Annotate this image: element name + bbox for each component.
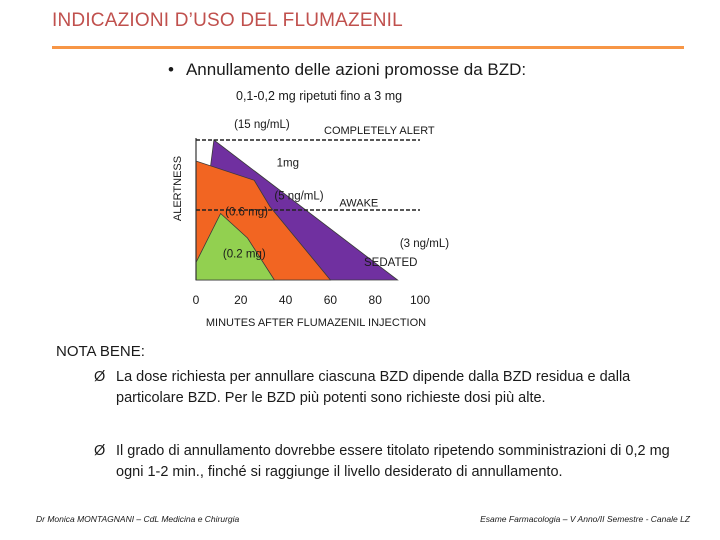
footer-author: Dr Monica MONTAGNANI – CdL Medicina e Chirurgia (36, 514, 240, 524)
annotation-label-1: (5 ng/mL) (274, 190, 324, 203)
annotation-label-7: SEDATED (364, 257, 418, 269)
slide-title: INDICAZIONI D’USO DEL FLUMAZENIL (52, 10, 403, 31)
main-bullet-text: Annullamento delle azioni promosse da BZD: (185, 60, 527, 79)
note-item-1 (94, 367, 674, 409)
x-axis-title: MINUTES AFTER FLUMAZENIL INJECTION (205, 317, 427, 329)
note-text-1: La dose richiesta per annullare ciascuna BZD dipende dalla BZD residua e dalla particolare BZD. Per le BZD più potenti sono richieste dosi più alte. (116, 369, 631, 406)
annotation-label-5: (0.6 mg) (225, 206, 268, 219)
annotation-label-0: (15 ng/mL) (234, 118, 290, 131)
x-tick-label-1: 20 (234, 293, 248, 307)
note-item-2 (94, 441, 674, 483)
x-tick-label-2: 40 (278, 293, 293, 307)
arrow-bullet-icon: Ø (94, 443, 106, 459)
level-label-awake: AWAKE (339, 197, 379, 210)
annotation-label-3: 1mg (276, 157, 300, 170)
dose-subline: 0,1-0,2 mg ripetuti fino a 3 mg (236, 89, 403, 103)
nota-bene-label: NOTA BENE: (56, 343, 145, 360)
y-axis-title: ALERTNESS (172, 155, 184, 222)
level-label-completely-alert: COMPLETELY ALERT (324, 125, 435, 137)
footer-course: Esame Farmacologia – V Anno/II Semestre - Canale LZ (480, 514, 690, 524)
bullet-dot: • (168, 60, 174, 79)
arrow-bullet-icon: Ø (94, 369, 106, 385)
x-tick-label-0: 0 (192, 293, 200, 307)
x-tick-label-4: 80 (368, 293, 382, 307)
x-tick-label-5: 100 (409, 293, 431, 307)
x-tick-label-3: 60 (323, 293, 338, 307)
annotation-label-6: (0.2 mg) (222, 248, 266, 261)
note-text-2: Il grado di annullamento dovrebbe essere titolato ripetendo somministrazioni di 0,2 mg ogni 1-2 min., finché si raggiunge il livello desiderato di annullamento. (116, 443, 670, 480)
annotation-label-2: (3 ng/mL) (399, 237, 450, 250)
